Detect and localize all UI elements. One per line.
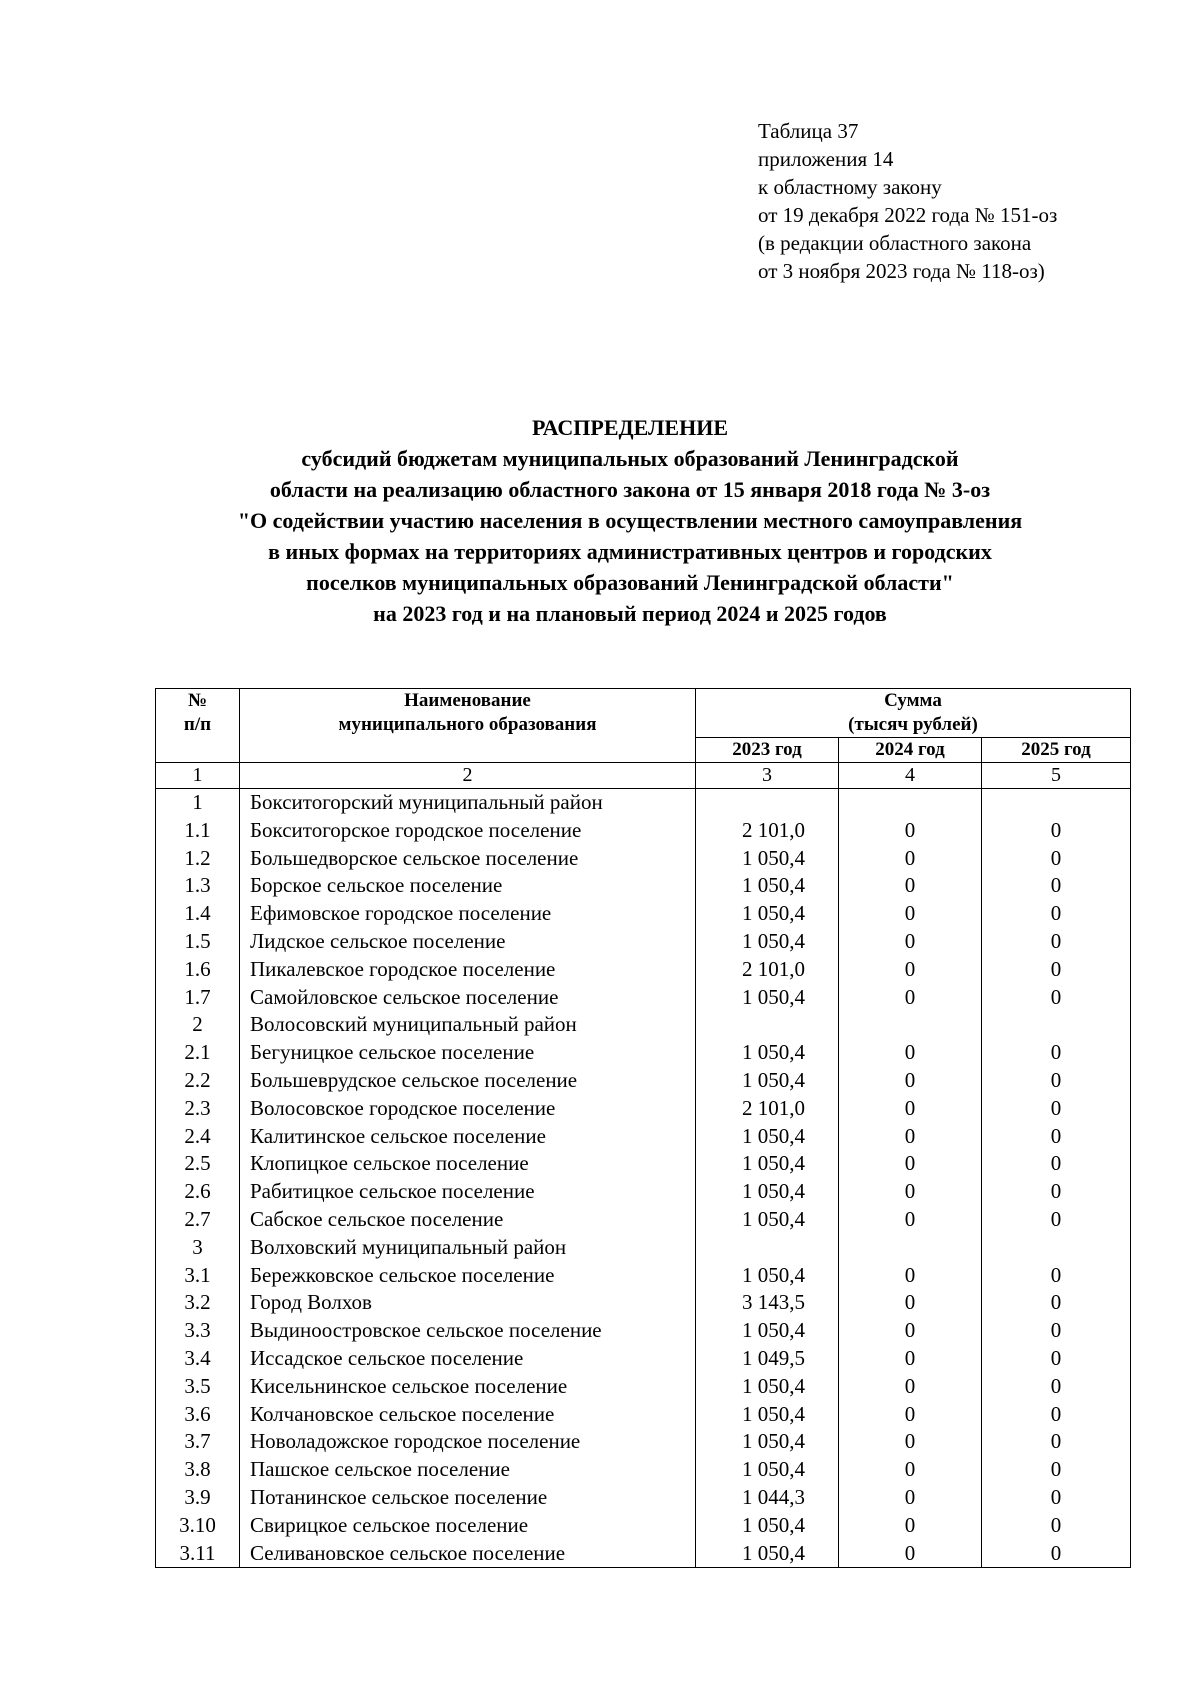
row-value-2023: 1 050,4 — [696, 1317, 839, 1345]
table-row — [156, 1095, 1131, 1123]
row-value-2024: 0 — [839, 984, 982, 1012]
title-line: в иных формах на территориях административных центров и городских — [268, 539, 992, 564]
row-number: 3 — [156, 1234, 240, 1262]
table-row — [156, 1150, 1131, 1178]
row-name: Пикалевское городское поселение — [240, 956, 696, 984]
row-name: Большеврудское сельское поселение — [240, 1067, 696, 1095]
row-number: 3.8 — [156, 1456, 240, 1484]
row-name: Большедворское сельское поселение — [240, 845, 696, 873]
row-name: Кисельнинское сельское поселение — [240, 1373, 696, 1401]
table-row — [156, 1428, 1131, 1456]
title-heading: РАСПРЕДЕЛЕНИЕ — [531, 415, 728, 440]
row-value-2025: 0 — [982, 1178, 1131, 1206]
row-name: Борское сельское поселение — [240, 872, 696, 900]
row-name: Самойловское сельское поселение — [240, 984, 696, 1012]
row-value-2023: 1 050,4 — [696, 1067, 839, 1095]
row-number: 3.1 — [156, 1262, 240, 1290]
row-name: Свирицкое сельское поселение — [240, 1512, 696, 1540]
row-value-2024: 0 — [839, 817, 982, 845]
row-number: 3.9 — [156, 1484, 240, 1512]
row-value-2025: 0 — [982, 1373, 1131, 1401]
row-name: Ефимовское городское поселение — [240, 900, 696, 928]
row-value-2025: 0 — [982, 928, 1131, 956]
row-name: Выдиноостровское сельское поселение — [240, 1317, 696, 1345]
title-line: субсидий бюджетам муниципальных образований Ленинградской — [301, 446, 959, 471]
table-row — [156, 872, 1131, 900]
row-value-2023: 1 050,4 — [696, 845, 839, 873]
title-line: области на реализацию областного закона от 15 января 2018 года № 3-оз — [269, 477, 991, 502]
row-name: Волховский муниципальный район — [240, 1234, 696, 1262]
table-row — [156, 1345, 1131, 1373]
row-name: Бегуницкое сельское поселение — [240, 1039, 696, 1067]
row-value-2024: 0 — [839, 1401, 982, 1429]
row-value-2024: 0 — [839, 845, 982, 873]
table-row — [156, 817, 1131, 845]
row-name: Новоладожское городское поселение — [240, 1428, 696, 1456]
row-value-2023: 1 050,4 — [696, 1178, 839, 1206]
table-row — [156, 1123, 1131, 1151]
column-number: 2 — [240, 763, 696, 789]
row-value-2024: 0 — [839, 1456, 982, 1484]
row-value-2025: 0 — [982, 1067, 1131, 1095]
row-name: Иссадское сельское поселение — [240, 1345, 696, 1373]
row-value-2024: 0 — [839, 1345, 982, 1373]
row-value-2025: 0 — [982, 845, 1131, 873]
row-value-2023: 3 143,5 — [696, 1289, 839, 1317]
row-value-2024: 0 — [839, 1317, 982, 1345]
table-row — [156, 1262, 1131, 1290]
header-note-line: Таблица 37 — [758, 119, 859, 143]
row-number: 1.2 — [156, 845, 240, 873]
table-row — [156, 1456, 1131, 1484]
row-value-2025: 0 — [982, 1484, 1131, 1512]
row-number: 1.1 — [156, 817, 240, 845]
row-value-2025: 0 — [982, 1123, 1131, 1151]
header-name-line2: муниципального образования — [338, 714, 597, 735]
row-value-2025: 0 — [982, 1512, 1131, 1540]
title-line: "О содействии участию населения в осуществлении местного самоуправления — [237, 508, 1023, 533]
row-value-2025: 0 — [982, 1206, 1131, 1234]
table-row — [156, 1540, 1131, 1568]
row-value-2024: 0 — [839, 1373, 982, 1401]
row-value-2023: 1 050,4 — [696, 1206, 839, 1234]
row-number: 1.3 — [156, 872, 240, 900]
column-number: 1 — [156, 763, 240, 789]
column-number: 4 — [839, 763, 982, 789]
row-value-2023: 1 050,4 — [696, 928, 839, 956]
row-value-2024: 0 — [839, 1150, 982, 1178]
row-number: 2.4 — [156, 1123, 240, 1151]
header-num — [156, 689, 240, 763]
row-value-2025: 0 — [982, 956, 1131, 984]
row-name: Колчановское сельское поселение — [240, 1401, 696, 1429]
row-value-2025: 0 — [982, 1401, 1131, 1429]
row-number: 2 — [156, 1011, 240, 1039]
header-year-2025: 2025 год — [982, 738, 1131, 763]
row-value-2024: 0 — [839, 1206, 982, 1234]
table-row — [156, 1234, 1131, 1262]
row-value-2024: 0 — [839, 1262, 982, 1290]
row-value-2024: 0 — [839, 872, 982, 900]
row-value-2024: 0 — [839, 956, 982, 984]
header-year-2023: 2023 год — [696, 738, 839, 763]
row-value-2024: 0 — [839, 1428, 982, 1456]
row-value-2025 — [982, 789, 1131, 817]
header-num-line1: № — [187, 690, 208, 711]
header-name-line1: Наименование — [404, 690, 531, 711]
table-row — [156, 1178, 1131, 1206]
row-value-2023: 1 050,4 — [696, 1373, 839, 1401]
row-value-2025 — [982, 1011, 1131, 1039]
row-value-2024 — [839, 789, 982, 817]
header-sum — [696, 689, 1131, 738]
row-number: 1.5 — [156, 928, 240, 956]
row-value-2025: 0 — [982, 1262, 1131, 1290]
row-value-2025: 0 — [982, 817, 1131, 845]
row-value-2025: 0 — [982, 1039, 1131, 1067]
row-value-2023: 1 050,4 — [696, 1150, 839, 1178]
column-number-row — [156, 763, 1131, 789]
document-title — [120, 412, 1140, 629]
row-number: 1.6 — [156, 956, 240, 984]
row-name: Рабитицкое сельское поселение — [240, 1178, 696, 1206]
row-value-2025: 0 — [982, 1428, 1131, 1456]
row-value-2024: 0 — [839, 928, 982, 956]
row-value-2024: 0 — [839, 1039, 982, 1067]
row-value-2024 — [839, 1011, 982, 1039]
header-note-line: от 19 декабря 2022 года № 151-оз — [758, 203, 1058, 227]
row-value-2025 — [982, 1234, 1131, 1262]
title-line: на 2023 год и на плановый период 2024 и 2025 годов — [373, 601, 887, 626]
table-row — [156, 789, 1131, 817]
row-name: Пашское сельское поселение — [240, 1456, 696, 1484]
row-name: Волосовское городское поселение — [240, 1095, 696, 1123]
table-row — [156, 1512, 1131, 1540]
table-header-row — [156, 689, 1131, 738]
row-number: 3.6 — [156, 1401, 240, 1429]
row-value-2024: 0 — [839, 1289, 982, 1317]
row-number: 2.7 — [156, 1206, 240, 1234]
header-note-line: приложения 14 — [758, 147, 894, 171]
header-year-2024: 2024 год — [839, 738, 982, 763]
row-value-2024 — [839, 1234, 982, 1262]
table-row — [156, 900, 1131, 928]
row-number: 2.2 — [156, 1067, 240, 1095]
row-value-2023: 1 049,5 — [696, 1345, 839, 1373]
row-value-2025: 0 — [982, 1540, 1131, 1568]
row-value-2023: 2 101,0 — [696, 817, 839, 845]
row-number: 2.1 — [156, 1039, 240, 1067]
table-row — [156, 845, 1131, 873]
table-row — [156, 1317, 1131, 1345]
column-number: 3 — [696, 763, 839, 789]
row-value-2025: 0 — [982, 900, 1131, 928]
row-value-2024: 0 — [839, 1178, 982, 1206]
row-number: 2.6 — [156, 1178, 240, 1206]
row-value-2023 — [696, 789, 839, 817]
row-value-2025: 0 — [982, 1317, 1131, 1345]
table-row — [156, 1039, 1131, 1067]
title-line: поселков муниципальных образований Ленинградской области" — [306, 570, 954, 595]
row-name: Калитинское сельское поселение — [240, 1123, 696, 1151]
row-value-2023: 1 050,4 — [696, 900, 839, 928]
table-row — [156, 928, 1131, 956]
row-value-2025: 0 — [982, 872, 1131, 900]
header-sum-line1: Сумма — [884, 690, 942, 711]
row-name: Город Волхов — [240, 1289, 696, 1317]
row-value-2025: 0 — [982, 1289, 1131, 1317]
row-name: Потанинское сельское поселение — [240, 1484, 696, 1512]
row-number: 2.5 — [156, 1150, 240, 1178]
table-row — [156, 956, 1131, 984]
column-number: 5 — [982, 763, 1131, 789]
row-number: 2.3 — [156, 1095, 240, 1123]
row-value-2024: 0 — [839, 1067, 982, 1095]
header-note-line: (в редакции областного закона — [758, 231, 1032, 255]
row-number: 1 — [156, 789, 240, 817]
row-number: 1.7 — [156, 984, 240, 1012]
table-row — [156, 1011, 1131, 1039]
row-number: 3.3 — [156, 1317, 240, 1345]
row-number: 3.10 — [156, 1512, 240, 1540]
row-value-2023: 1 050,4 — [696, 1123, 839, 1151]
row-value-2024: 0 — [839, 900, 982, 928]
row-value-2023: 1 050,4 — [696, 1512, 839, 1540]
table-row — [156, 1067, 1131, 1095]
table-row — [156, 1401, 1131, 1429]
header-note-line: к областному закону — [758, 175, 942, 199]
row-value-2023: 2 101,0 — [696, 1095, 839, 1123]
row-value-2023: 1 044,3 — [696, 1484, 839, 1512]
header-num-line2: п/п — [183, 714, 212, 735]
table-row — [156, 1484, 1131, 1512]
row-value-2024: 0 — [839, 1540, 982, 1568]
row-value-2023: 1 050,4 — [696, 1428, 839, 1456]
row-value-2023: 1 050,4 — [696, 984, 839, 1012]
row-value-2025: 0 — [982, 984, 1131, 1012]
row-value-2025: 0 — [982, 1095, 1131, 1123]
row-name: Лидское сельское поселение — [240, 928, 696, 956]
row-value-2023: 1 050,4 — [696, 1039, 839, 1067]
row-value-2023: 1 050,4 — [696, 1540, 839, 1568]
row-number: 3.7 — [156, 1428, 240, 1456]
row-number: 3.2 — [156, 1289, 240, 1317]
row-name: Сабское сельское поселение — [240, 1206, 696, 1234]
row-value-2025: 0 — [982, 1456, 1131, 1484]
row-value-2023 — [696, 1011, 839, 1039]
row-value-2023: 1 050,4 — [696, 1401, 839, 1429]
row-name: Селивановское сельское поселение — [240, 1540, 696, 1568]
table-row — [156, 984, 1131, 1012]
header-name — [240, 689, 696, 763]
row-value-2024: 0 — [839, 1095, 982, 1123]
row-number: 3.5 — [156, 1373, 240, 1401]
row-number: 1.4 — [156, 900, 240, 928]
row-name: Бережковское сельское поселение — [240, 1262, 696, 1290]
table-body — [156, 763, 1131, 1568]
row-name: Волосовский муниципальный район — [240, 1011, 696, 1039]
row-number: 3.4 — [156, 1345, 240, 1373]
header-sum-line2: (тысяч рублей) — [848, 714, 978, 735]
table-row — [156, 1373, 1131, 1401]
row-value-2023: 2 101,0 — [696, 956, 839, 984]
row-value-2024: 0 — [839, 1512, 982, 1540]
row-value-2023: 1 050,4 — [696, 1262, 839, 1290]
row-value-2025: 0 — [982, 1345, 1131, 1373]
header-note-line: от 3 ноября 2023 года № 118-оз) — [758, 259, 1045, 283]
row-value-2024: 0 — [839, 1123, 982, 1151]
row-name: Бокситогорский муниципальный район — [240, 789, 696, 817]
table-row — [156, 1289, 1131, 1317]
row-value-2023: 1 050,4 — [696, 872, 839, 900]
row-value-2025: 0 — [982, 1150, 1131, 1178]
header-note — [758, 117, 1057, 285]
row-name: Клопицкое сельское поселение — [240, 1150, 696, 1178]
row-number: 3.11 — [156, 1540, 240, 1568]
distribution-table — [155, 688, 1131, 1568]
row-value-2023: 1 050,4 — [696, 1456, 839, 1484]
row-name: Бокситогорское городское поселение — [240, 817, 696, 845]
row-value-2023 — [696, 1234, 839, 1262]
row-value-2024: 0 — [839, 1484, 982, 1512]
table-row — [156, 1206, 1131, 1234]
